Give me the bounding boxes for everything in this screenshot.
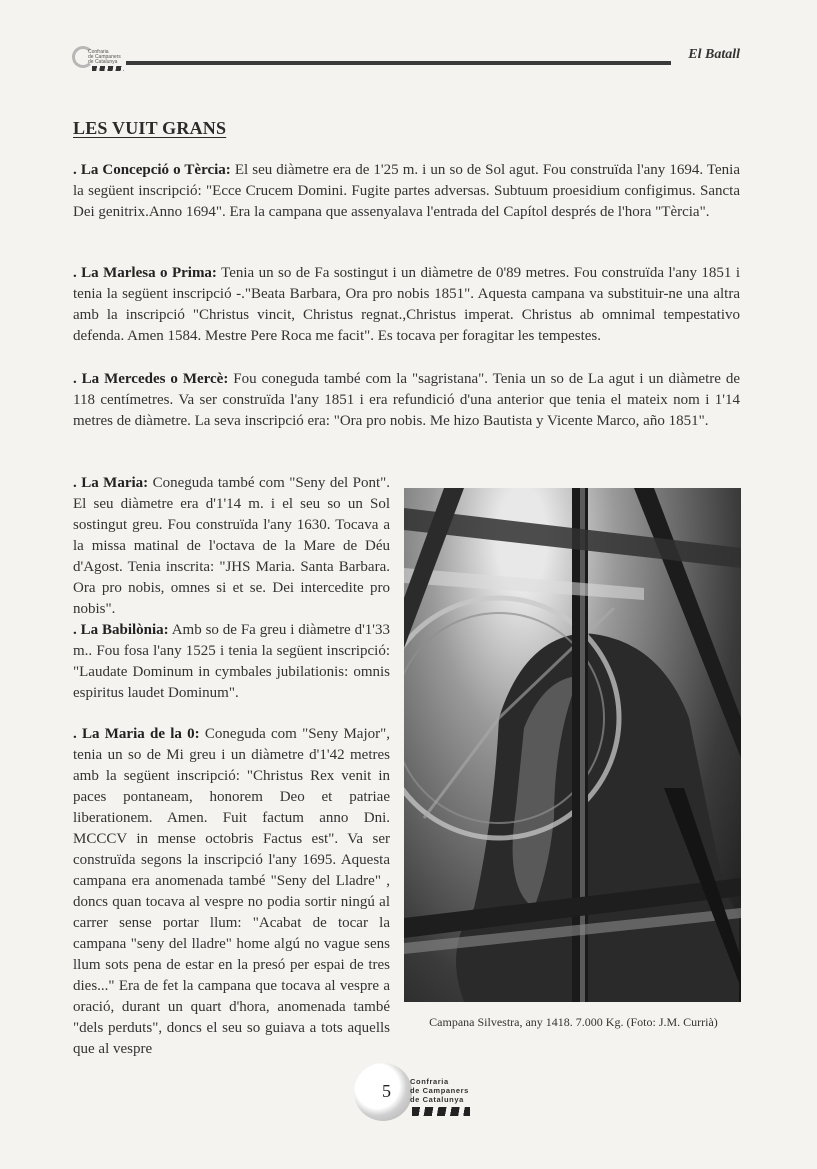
- page-header: [70, 42, 740, 72]
- paragraph-text: El seu diàmetre era de 1'25 m. i un so de Sol agut. Fou construïda l'any 1694. Tenia la següent inscripció: "Ecce Crucem Domini. Fugite partes adversas. Subtuum proesidium configimus. Sancta Dei genitrix.Anno 1694". Era la campana que assenyalava l'entrada del Capítol després de l'hora "Tèrcia".: [73, 162, 741, 220]
- footer-org-name: [410, 1077, 469, 1104]
- paragraph-babilonia: [73, 620, 390, 704]
- footer-org-line-3: de Catalunya: [410, 1095, 464, 1104]
- paragraph-heading: . La Babilònia:: [73, 622, 169, 638]
- photo-caption: Campana Silvestra, any 1418. 7.000 Kg. (Foto: J.M. Currià): [429, 1015, 718, 1029]
- paragraph-concepcio: [73, 160, 740, 223]
- bell-photo: [404, 488, 741, 1002]
- footer-org-line-1: Confraria: [410, 1077, 449, 1086]
- header-rule: [126, 61, 671, 65]
- paragraph-heading: . La Maria:: [73, 475, 149, 491]
- footer-stripes: [412, 1107, 470, 1116]
- paragraph-heading: . La Marlesa o Prima:: [73, 265, 217, 281]
- paragraph-maria-de-la-o: [73, 724, 390, 1060]
- page-number: 5: [382, 1081, 391, 1101]
- paragraph-maria: [73, 473, 390, 620]
- paragraph-heading: . La Concepció o Tèrcia:: [73, 162, 231, 178]
- section-title: LES VUIT GRANS: [73, 118, 227, 138]
- paragraph-text: Fou coneguda també com la "sagristana". Tenia un so de La agut i un diàmetre de 118 centímetres. Va ser construïda l'any 1851 i era refundició d'una anterior que tenia el mateix nom i 1'14 metres de diàmetre. La seva inscripció era: "Ora pro nobis. Me hizo Bautista y Vicente Marco, año 1851".: [73, 371, 740, 429]
- bell-photo-illustration: [404, 488, 741, 1002]
- paragraph-text: Tenia un so de Fa sostingut i un diàmetre de 0'89 metres. Fou construïda l'any 1851 i tenia la següent inscripció -."Beata Barbara, Ora pro nobis 1851". Aquesta campana va substituir-ne una altra amb la inscripció "Christus vincit, Christus regnat.,Christus imperat. Christus ab omnimal tempestativo defenda. Amen 1584. Mestre Pere Roca me facit". Es tocava per foragitar les tempestes.: [73, 265, 740, 344]
- header-logo-line-1: Confraria: [88, 49, 109, 55]
- paragraph-heading: . La Mercedes o Mercè:: [73, 371, 229, 387]
- header-logo-icon: [70, 44, 124, 72]
- header-logo-line-2: de Campaners: [88, 54, 121, 60]
- page-footer: [354, 1063, 494, 1123]
- paragraph-mercedes: [73, 369, 740, 432]
- paragraph-text: Coneguda també com "Seny del Pont". El seu diàmetre era d'1'14 m. i el seu so un Sol sostingut greu. Fou construïda l'any 1630. Tocava a la missa matinal de l'octava de la Mare de Déu d'Agost. Tenia inscrita: "JHS Maria. Santa Barbara. Ora pro nobis, omnes si et se. Dei intercedite pro nobis".: [73, 475, 390, 617]
- header-logo-line-3: de Catalunya: [88, 59, 118, 65]
- paragraph-heading: . La Maria de la 0:: [73, 726, 200, 742]
- journal-title: El Batall: [688, 47, 740, 62]
- paragraph-text: Coneguda com "Seny Major", tenia un so de Mi greu i un diàmetre d'1'42 metres amb la següent inscripció: "Christus Rex venit in paces pontaneam, honorem Deo et patriae liberationem. Amen. Fuit factum anno Dni. MCCCV in mense octobris Factus est". Va ser construïda segons la inscripció l'any 1695. Aquesta campana era anomenada també "Seny del Lladre" , doncs quan tocava al vespre no podia sortir ningú al carrer sense portar llum: "Acabat de tocar la campana "seny del lladre" home algú no vague sens llum sots pena de estar en la presó per espai de tres dies..." Era de fet la campana que tocava al vespre a oració, durant un quart d'hora, anomenada també "dels perduts", doncs el seu so guiava a tots aquells que al vespre: [73, 726, 390, 1057]
- footer-org-line-2: de Campaners: [410, 1086, 469, 1095]
- paragraph-text: Amb so de Fa greu i diàmetre d'1'33 m.. Fou fosa l'any 1525 i tenia la següent inscripció: "Laudate Dominum in cymbales jubilationis: omnis espiritus laudet Dominum".: [73, 622, 390, 701]
- paragraph-marlesa: [73, 263, 740, 347]
